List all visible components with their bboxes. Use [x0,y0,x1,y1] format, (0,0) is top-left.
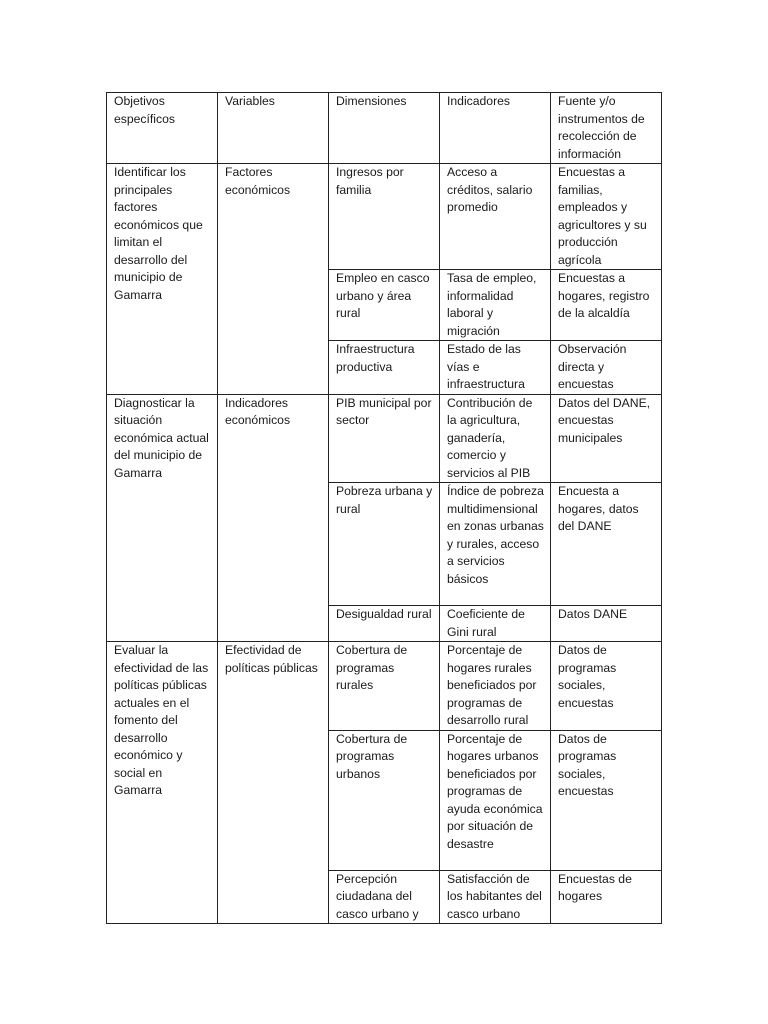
table-row [107,164,662,270]
indicator-cell: Acceso a créditos, salario promedio [440,164,551,270]
dimension-cell: Infraestructura productiva [329,341,440,395]
dimension-cell: Cobertura de programas urbanos [329,730,440,870]
indicator-cell: Porcentaje de hogares urbanos beneficiados por programas de ayuda económica por situación de desastre [440,730,551,870]
dimension-cell: Pobreza urbana y rural [329,483,440,606]
source-cell: Encuestas de hogares [551,870,662,924]
table-header-row [107,93,662,164]
source-cell: Observación directa y encuestas [551,341,662,395]
source-cell: Datos DANE [551,606,662,642]
indicator-cell: Contribución de la agricultura, ganadería, comercio y servicios al PIB [440,394,551,483]
objectives-table [106,92,662,924]
header-cell: Dimensiones [329,93,440,164]
indicator-cell: Coeficiente de Gini rural [440,606,551,642]
indicator-cell: Estado de las vías e infraestructura [440,341,551,395]
indicator-cell: Satisfacción de los habitantes del casco urbano [440,870,551,924]
dimension-cell: PIB municipal por sector [329,394,440,483]
table-row [107,642,662,731]
source-cell: Datos del DANE, encuestas municipales [551,394,662,483]
header-cell: Indicadores [440,93,551,164]
header-cell: Variables [218,93,329,164]
source-cell: Datos de programas sociales, encuestas [551,730,662,870]
source-cell: Datos de programas sociales, encuestas [551,642,662,731]
objective-cell: Identificar los principales factores económicos que limitan el desarrollo del municipio de Gamarra [107,164,218,395]
dimension-cell: Percepción ciudadana del casco urbano y [329,870,440,924]
dimension-cell: Empleo en casco urbano y área rural [329,270,440,341]
variable-cell: Indicadores económicos [218,394,329,642]
objective-cell: Diagnosticar la situación económica actual del municipio de Gamarra [107,394,218,642]
dimension-cell: Ingresos por familia [329,164,440,270]
header-cell: Objetivos específicos [107,93,218,164]
objective-cell: Evaluar la efectividad de las políticas públicas actuales en el fomento del desarrollo económico y social en Gamarra [107,642,218,924]
indicator-cell: Porcentaje de hogares rurales beneficiados por programas de desarrollo rural [440,642,551,731]
variable-cell: Efectividad de políticas públicas [218,642,329,924]
indicator-cell: Índice de pobreza multidimensional en zonas urbanas y rurales, acceso a servicios básicos [440,483,551,606]
source-cell: Encuesta a hogares, datos del DANE [551,483,662,606]
dimension-cell: Desigualdad rural [329,606,440,642]
table-row [107,394,662,483]
source-cell: Encuestas a hogares, registro de la alcaldía [551,270,662,341]
indicator-cell: Tasa de empleo, informalidad laboral y migración [440,270,551,341]
header-cell: Fuente y/o instrumentos de recolección de información [551,93,662,164]
dimension-cell: Cobertura de programas rurales [329,642,440,731]
source-cell: Encuestas a familias, empleados y agricultores y su producción agrícola [551,164,662,270]
variable-cell: Factores económicos [218,164,329,395]
